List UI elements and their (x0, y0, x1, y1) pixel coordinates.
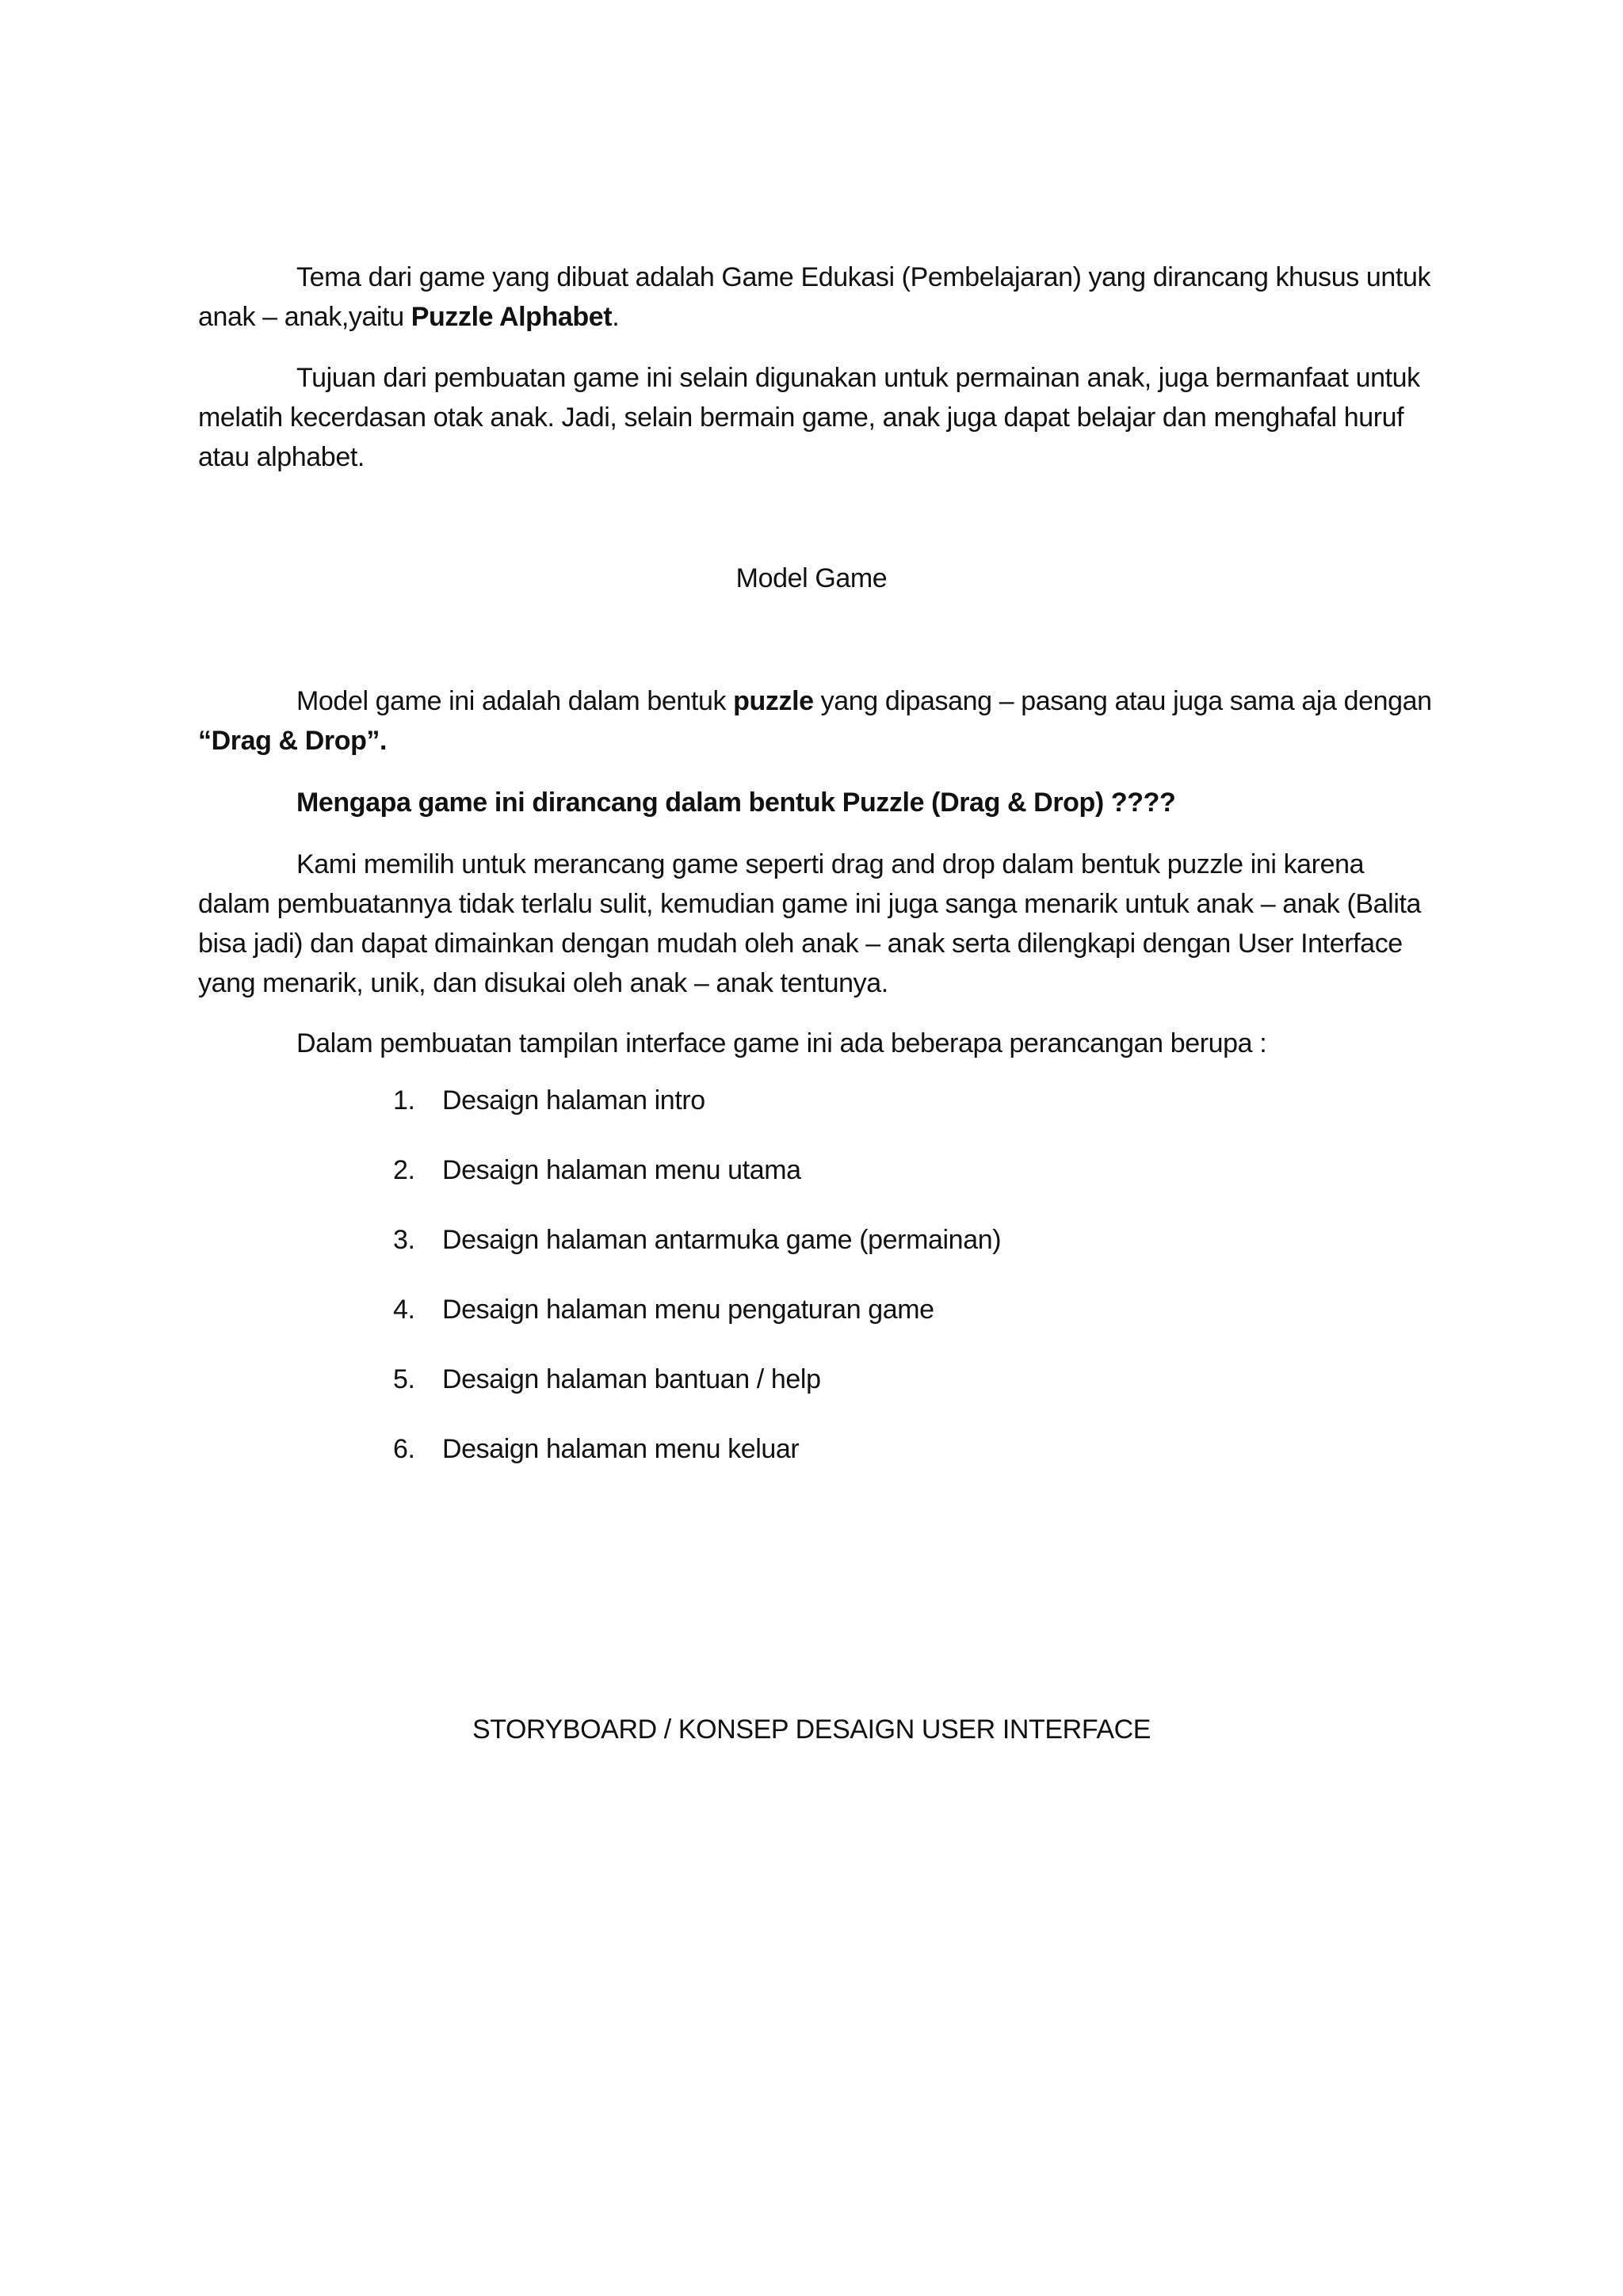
list-number: 6. (393, 1434, 415, 1464)
reason-paragraph (198, 845, 1434, 1003)
list-number: 2. (393, 1155, 415, 1185)
list-label: Desaign halaman menu keluar (442, 1434, 800, 1464)
list-item (393, 1290, 1001, 1360)
model-text-1: Model game ini adalah dalam bentuk (296, 686, 734, 716)
list-number: 1. (393, 1085, 415, 1116)
list-number: 4. (393, 1295, 415, 1325)
list-label: Desaign halaman menu pengaturan game (442, 1295, 934, 1325)
list-number: 5. (393, 1364, 415, 1394)
model-heading: Model Game (735, 563, 888, 593)
model-text-2: yang dipasang – pasang atau juga sama aja dengan (813, 686, 1432, 716)
list-item (393, 1220, 1001, 1290)
list-item (393, 1150, 1001, 1220)
reason-text: Kami memilih untuk merancang game seperti drag and drop dalam bentuk puzzle ini karena dalam pembuatannya tidak terlalu sulit, kemudian game ini juga sanga menarik untuk anak – anak (Balita bisa jadi) dan dapat dimainkan dengan mudah oleh anak – anak serta dilengkapi dengan User Interface yang menarik, unik, dan disukai oleh anak – anak tentunya. (198, 849, 1422, 998)
list-item (393, 1429, 1001, 1499)
design-list (393, 1081, 1001, 1499)
model-bold-puzzle: puzzle (733, 686, 814, 716)
list-label: Desaign halaman menu utama (442, 1155, 801, 1185)
question-heading: Mengapa game ini dirancang dalam bentuk Puzzle (Drag & Drop) ???? (296, 788, 1176, 818)
model-paragraph (198, 681, 1434, 761)
intro-end: . (612, 302, 620, 332)
list-label: Desaign halaman intro (442, 1085, 705, 1116)
list-item (393, 1360, 1001, 1429)
list-label: Desaign halaman bantuan / help (442, 1364, 821, 1394)
purpose-paragraph (198, 358, 1434, 477)
list-item (393, 1081, 1001, 1150)
list-label: Desaign halaman antarmuka game (permainan) (442, 1225, 1002, 1255)
intro-text: Tema dari game yang dibuat adalah Game Edukasi (Pembelajaran) yang dirancang khusus untuk anak – anak,yaitu (198, 262, 1431, 332)
intro-paragraph (198, 257, 1434, 337)
storyboard-heading: STORYBOARD / KONSEP DESAIGN USER INTERFACE (472, 1714, 1151, 1745)
intro-bold-title: Puzzle Alphabet (411, 302, 613, 332)
design-intro: Dalam pembuatan tampilan interface game ini ada beberapa perancangan berupa : (296, 1028, 1267, 1058)
purpose-text: Tujuan dari pembuatan game ini selain digunakan untuk permainan anak, juga bermanfaat untuk melatih kecerdasan otak anak. Jadi, selain bermain game, anak juga dapat belajar dan menghafal huruf atau alphabet. (198, 363, 1420, 472)
model-bold-drag-drop: “Drag & Drop”. (198, 726, 388, 756)
list-number: 3. (393, 1225, 415, 1255)
